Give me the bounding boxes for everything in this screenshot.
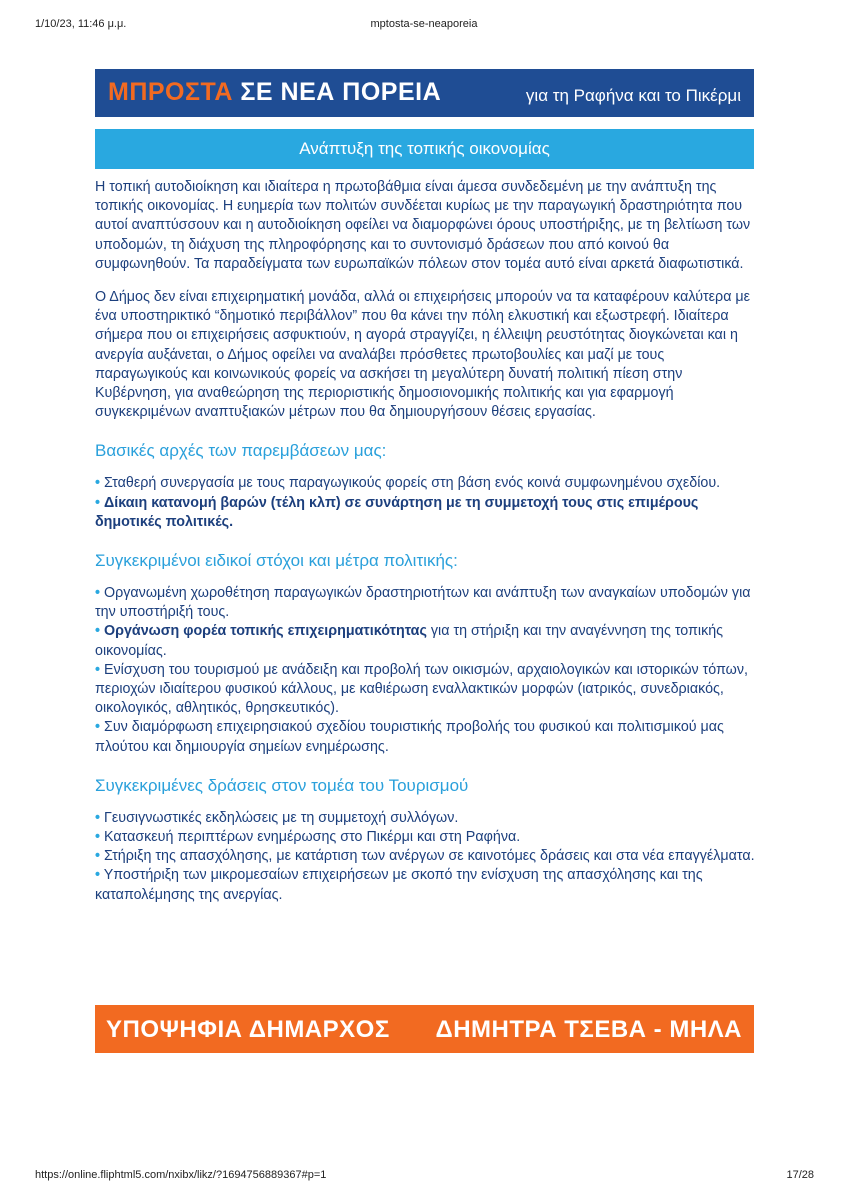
bullet-icon: •: [95, 829, 101, 846]
main-content: [95, 178, 757, 923]
list-item-text: Σταθερή συνεργασία με τους παραγωγικούς φορείς στη βάση ενός κοινά συμφωνημένου σχεδίου.: [104, 475, 721, 492]
list-item-text: για τη στήριξη και την αναγέννηση της τοπικής οικονομίας.: [95, 623, 724, 659]
intro-paragraph-1: Η τοπική αυτοδιοίκηση και ιδιαίτερα η πρωτοβάθμια είναι άμεσα συνδεδεμένη με την ανάπτυξη της τοπικής οικονομίας. Η ευημερία των πολιτών συνδέεται κυρίως με την παραγωγική δραστηριότητα που αυτοί αναπτύσσουν και η αυτοδιοίκηση οφείλει να διαμορφώνει όρους υποστήριξης, με τη βελτίωση των υποδομών, τη διάχυση της πληροφόρησης και το συντονισμό δράσεων που από κοινού θα συμφωνηθούν. Τα παραδείγματα των ευρωπαϊκών πόλεων στον τομέα αυτό είναι αρκετά διαφωτιστικά.: [95, 179, 751, 272]
principles-heading: Βασικές αρχές των παρεμβάσεων μας:: [95, 441, 387, 461]
bullet-icon: •: [95, 848, 101, 865]
print-header: [0, 18, 848, 34]
list-item-text: Υποστήριξη των μικρομεσαίων επιχειρήσεων με σκοπό την ενίσχυση της απασχόλησης και της καταπολέμησης της ανεργίας.: [95, 867, 703, 903]
list-item: [95, 847, 757, 866]
list-item: [95, 809, 757, 828]
banner-title: [108, 78, 441, 107]
banner-title-rest: ΣΕ ΝΕΑ ΠΟΡΕΙΑ: [232, 78, 442, 106]
banner-title-accent: ΜΠΡΟΣΤΑ: [108, 78, 233, 106]
candidate-name: ΔΗΜΗΤΡΑ ΤΣΕΒΑ - ΜΗΛΑ: [435, 1016, 742, 1043]
candidate-role: ΥΠΟΨΗΦΙΑ ΔΗΜΑΡΧΟΣ: [106, 1016, 390, 1043]
tourism-list: [95, 809, 757, 905]
list-item-text: Οργανωμένη χωροθέτηση παραγωγικών δραστηριοτήτων και ανάπτυξη των αναγκαίων υποδομών για την υποστήριξή τους.: [95, 585, 751, 621]
candidate-banner: [95, 1005, 754, 1053]
list-item-text: Δίκαιη κατανομή βαρών (τέλη κλπ) σε συνάρτηση με τη συμμετοχή τους στις επιμέρους δημοτικές πολιτικές.: [95, 494, 699, 530]
list-item-text: Ενίσχυση του τουρισμού με ανάδειξη και προβολή των οικισμών, αρχαιολογικών και ιστορικών τόπων, περιοχών ιδιαίτερου φυσικού κάλλους, με καθιέρωση εναλλακτικών μορφών (ιατρικός, συνεδριακός, οικολογικός, αθλητικός, θρησκευτικός).: [95, 661, 748, 717]
list-item-bold-text: Οργάνωση φορέα τοπικής επιχειρηματικότητας: [104, 623, 427, 640]
list-item-text: Στήριξη της απασχόλησης, με κατάρτιση των ανέργων σε καινοτόμες δράσεις και στα νέα επαγγέλματα.: [104, 848, 755, 865]
list-item-text: Γευσιγνωστικές εκδηλώσεις με τη συμμετοχή συλλόγων.: [104, 809, 459, 826]
bullet-icon: •: [95, 623, 101, 640]
print-footer: [0, 1169, 848, 1185]
bullet-icon: •: [95, 867, 101, 884]
print-page-counter: 17/28: [786, 1169, 814, 1181]
list-item: [95, 661, 757, 719]
list-item-text: Κατασκευή περιπτέρων ενημέρωσης στο Πικέρμι και στη Ραφήνα.: [104, 829, 521, 846]
campaign-banner: [95, 69, 754, 117]
list-item: [95, 584, 757, 622]
list-item: [95, 474, 757, 493]
list-item: [95, 866, 757, 904]
bullet-icon: •: [95, 809, 101, 826]
bullet-icon: •: [95, 661, 101, 678]
bullet-icon: •: [95, 494, 101, 511]
banner-subtitle: για τη Ραφήνα και το Πικέρμι: [525, 86, 741, 105]
principles-list: [95, 474, 757, 532]
section-title: Ανάπτυξη της τοπικής οικονομίας: [95, 129, 754, 169]
print-datetime: 1/10/23, 11:46 μ.μ.: [35, 18, 127, 30]
list-item: [95, 828, 757, 847]
list-item: [95, 718, 757, 756]
print-doc-title: mptosta-se-neaporeia: [370, 18, 478, 30]
intro-paragraph-2: Ο Δήμος δεν είναι επιχειρηματική μονάδα, αλλά οι επιχειρήσεις μπορούν να τα καταφέρουν καλύτερα με ένα υποστηρικτικό “δημοτικό περιβάλλον” που θα κάνει την πόλη ελκυστική και εξωστρεφή. Ιδιαίτερα σήμερα που οι επιχειρήσεις ασφυκτιούν, η αγορά στραγγίζει, η έλλειψη ρευστότητας διογκώνεται και η ανεργία αυξάνεται, ο Δήμος οφείλει να αναλάβει πρόσθετες πρωτοβουλίες και μαζί με τους παραγωγικούς και κοινωνικούς φορείς να ασκήσει τη μεγαλύτερη δυνατή πολιτική πίεση στην Κυβέρνηση, για αναθεώρηση της περιοριστικής δημοσιονομικής πολιτικής και για εφαρμογή συγκεκριμένων αναπτυξιακών μέτρων που θα δημιουργήσουν θέσεις εργασίας.: [95, 289, 751, 421]
list-item: [95, 494, 757, 532]
bullet-icon: •: [95, 719, 101, 736]
targets-heading: Συγκεκριμένοι ειδικοί στόχοι και μέτρα πολιτικής:: [95, 551, 458, 571]
bullet-icon: •: [95, 475, 101, 492]
list-item: [95, 622, 757, 660]
tourism-heading: Συγκεκριμένες δράσεις στον τομέα του Τουρισμού: [95, 775, 469, 795]
targets-list: [95, 584, 757, 757]
bullet-icon: •: [95, 585, 101, 602]
print-url: https://online.fliphtml5.com/nxibx/likz/?1694756889367#p=1: [35, 1169, 327, 1181]
list-item-text: Συν διαμόρφωση επιχειρησιακού σχεδίου τουριστικής προβολής του φυσικού και πολιτισμικού μας πλούτου και δημιουργία σημείων ενημέρωσης.: [95, 719, 724, 755]
